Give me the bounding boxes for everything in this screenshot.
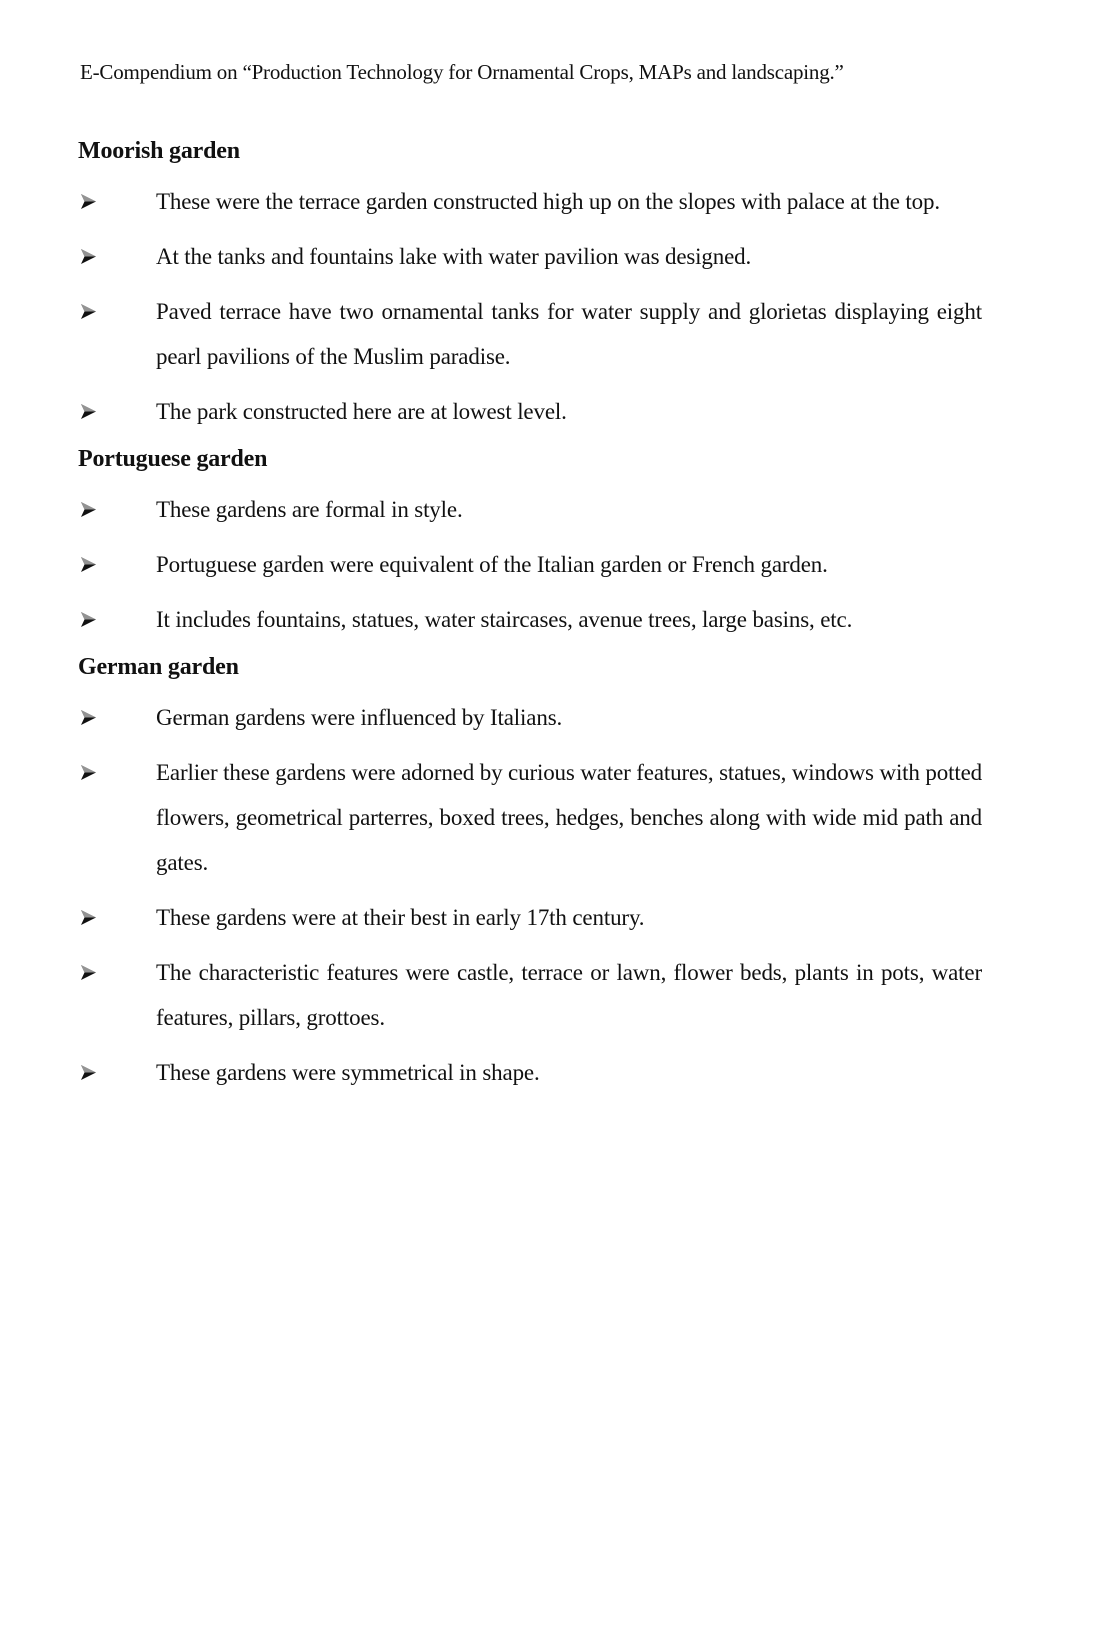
arrowhead-bullet-icon (80, 542, 98, 587)
list-item (78, 597, 982, 642)
list-item-text: These gardens are formal in style. (156, 497, 463, 522)
list-item-text: Portuguese garden were equivalent of the Italian garden or French garden. (156, 552, 828, 577)
bullet-list (78, 487, 982, 642)
section-heading: Portuguese garden (78, 446, 268, 472)
section-portuguese-garden (78, 444, 982, 642)
arrowhead-bullet-icon (80, 487, 98, 532)
list-item-text: These were the terrace garden constructed high up on the slopes with palace at the top. (156, 189, 940, 214)
section-moorish-garden (78, 136, 982, 434)
list-item-text: The park constructed here are at lowest level. (156, 399, 567, 424)
list-item-text: These gardens were at their best in early 17th century. (156, 905, 645, 930)
list-item-text: It includes fountains, statues, water staircases, avenue trees, large basins, etc. (156, 607, 853, 632)
arrowhead-bullet-icon (80, 750, 98, 795)
list-item-text: Paved terrace have two ornamental tanks for water supply and glorietas displaying eight pearl pavilions of the Muslim paradise. (156, 299, 982, 369)
list-item (78, 750, 982, 885)
list-item (78, 234, 982, 279)
section-heading: German garden (78, 654, 239, 680)
list-item (78, 895, 982, 940)
arrowhead-bullet-icon (80, 234, 98, 279)
list-item (78, 542, 982, 587)
arrowhead-bullet-icon (80, 950, 98, 995)
list-item-text: At the tanks and fountains lake with water pavilion was designed. (156, 244, 752, 269)
list-item-text: The characteristic features were castle, terrace or lawn, flower beds, plants in pots, water features, pillars, grottoes. (156, 960, 982, 1030)
document-body (78, 136, 982, 1105)
arrowhead-bullet-icon (80, 1050, 98, 1095)
list-item (78, 179, 982, 224)
list-item-text: These gardens were symmetrical in shape. (156, 1060, 540, 1085)
arrowhead-bullet-icon (80, 597, 98, 642)
arrowhead-bullet-icon (80, 289, 98, 334)
list-item (78, 487, 982, 532)
bullet-list (78, 695, 982, 1095)
arrowhead-bullet-icon (80, 389, 98, 434)
list-item (78, 1050, 982, 1095)
list-item (78, 950, 982, 1040)
arrowhead-bullet-icon (80, 895, 98, 940)
running-header: E-Compendium on “Production Technology for Ornamental Crops, MAPs and landscaping.” (80, 60, 844, 84)
bullet-list (78, 179, 982, 434)
list-item (78, 389, 982, 434)
list-item (78, 695, 982, 740)
list-item (78, 289, 982, 379)
list-item-text: German gardens were influenced by Italians. (156, 705, 563, 730)
section-german-garden (78, 652, 982, 1095)
arrowhead-bullet-icon (80, 695, 98, 740)
list-item-text: Earlier these gardens were adorned by curious water features, statues, windows with potted flowers, geometrical parterres, boxed trees, hedges, benches along with wide mid path and gates. (156, 760, 982, 875)
section-heading: Moorish garden (78, 138, 240, 164)
arrowhead-bullet-icon (80, 179, 98, 224)
